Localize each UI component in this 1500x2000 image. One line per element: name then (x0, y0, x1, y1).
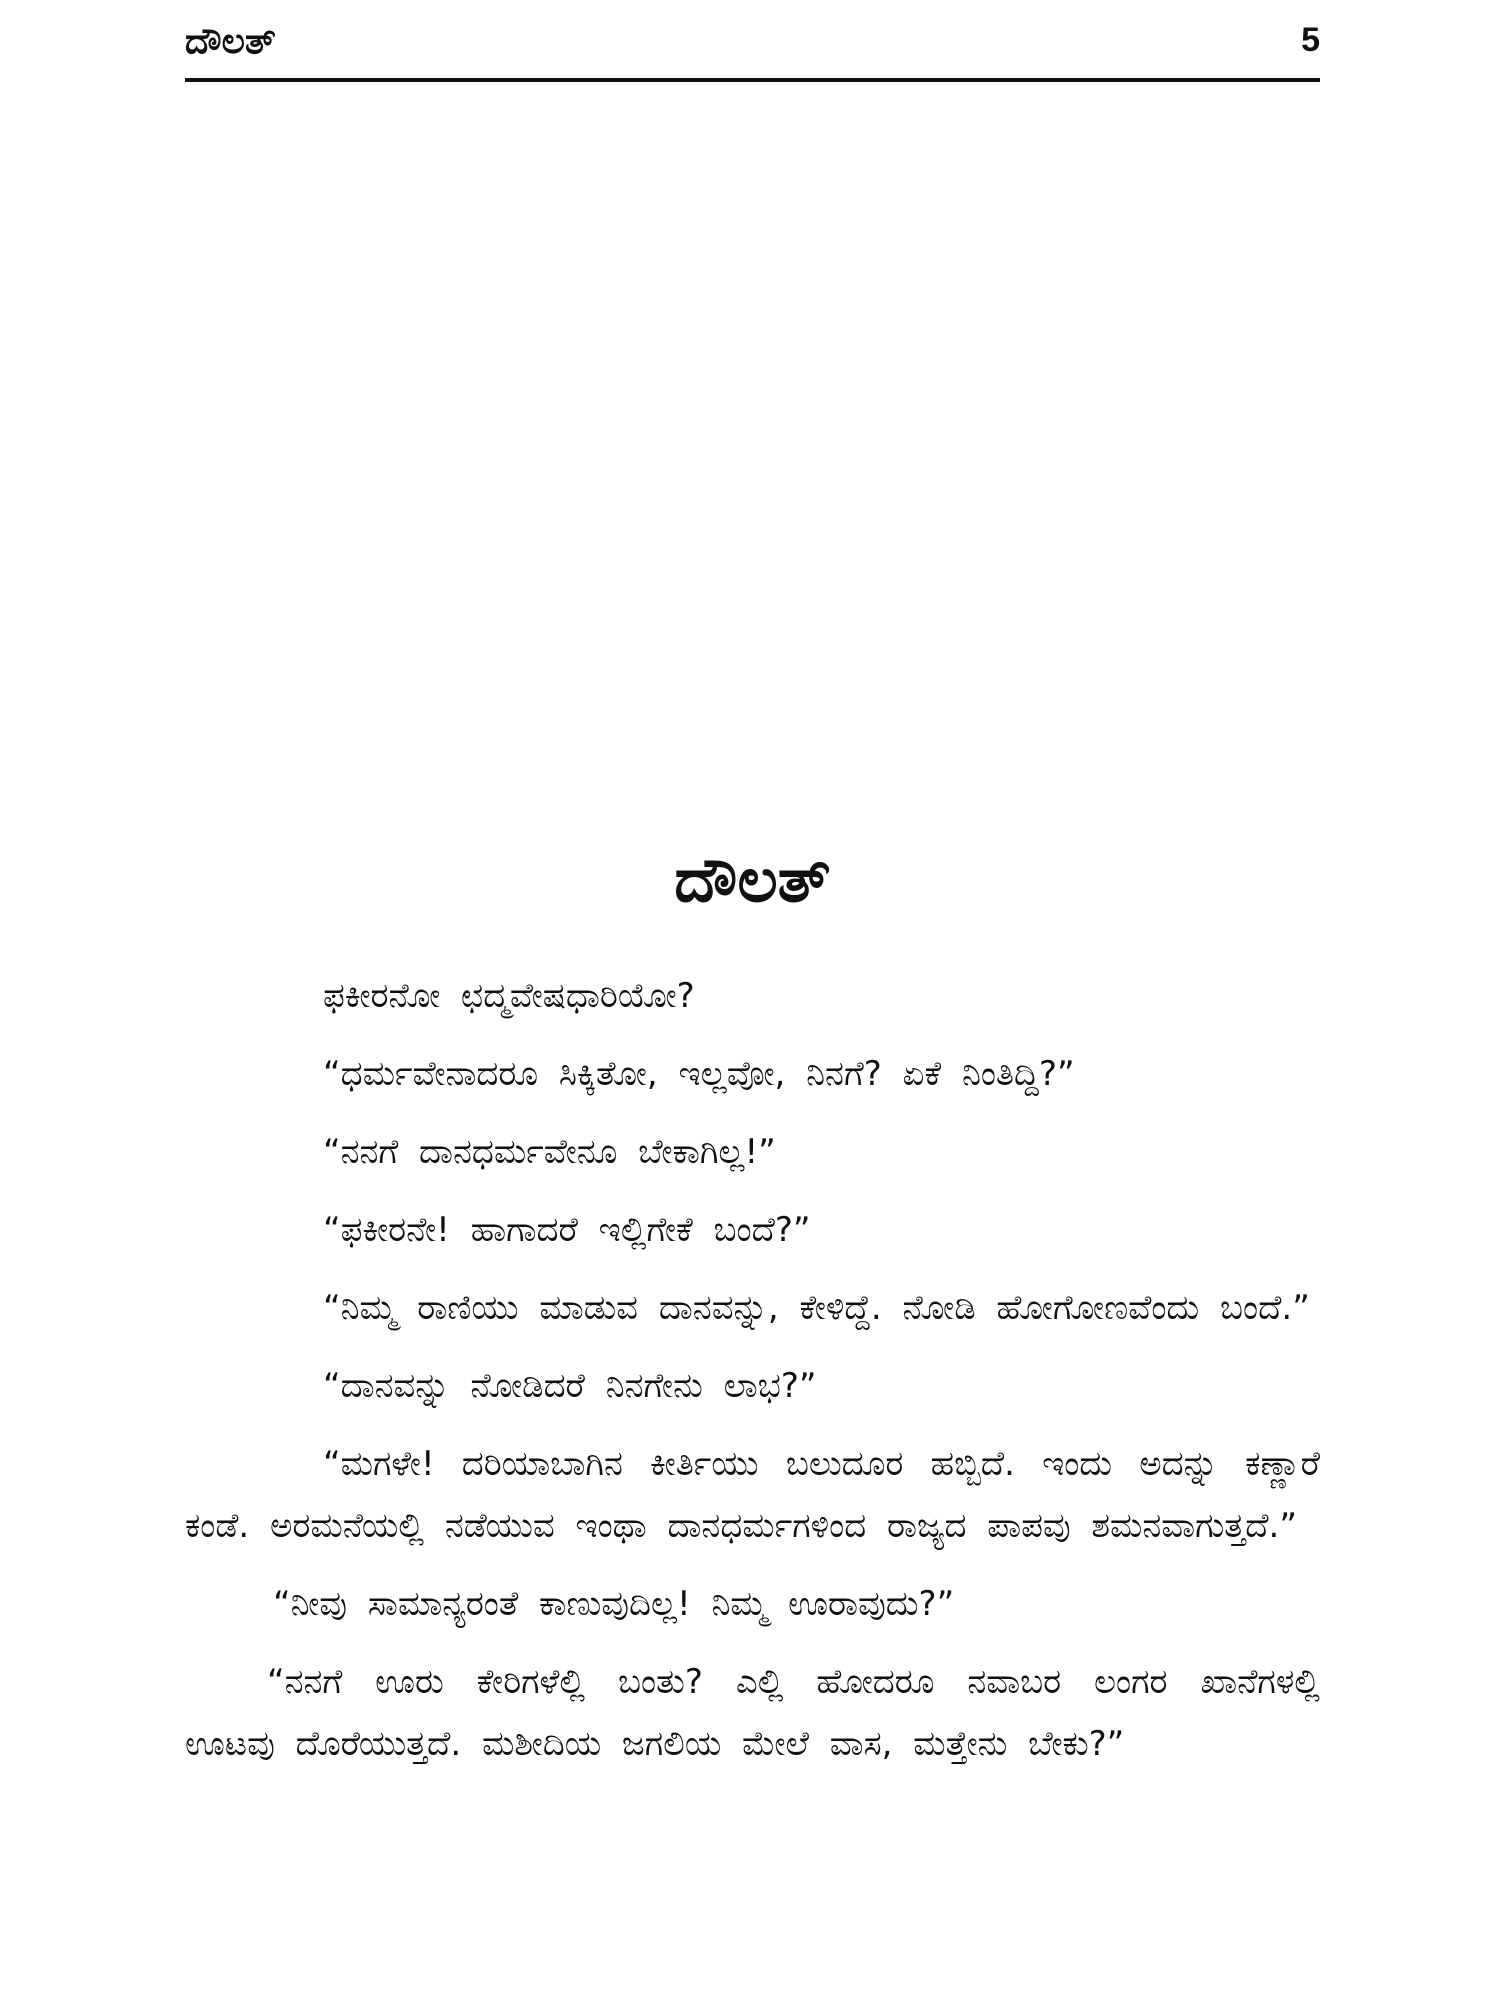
paragraph: “ಧರ್ಮವೇನಾದರೂ ಸಿಕ್ಕಿತೋ, ಇಲ್ಲವೋ, ನಿನಗೆ? ಏಕೆ ನಿಂತಿದ್ದಿ?” (323, 1054, 1075, 1094)
paragraph: “ದಾನವನ್ನು ನೋಡಿದರೆ ನಿನಗೇನು ಲಾಭ?” (323, 1366, 817, 1406)
page-number: 5 (1301, 21, 1320, 59)
chapter-body (185, 965, 1320, 1791)
running-title: ದೌಲತ್ (185, 21, 276, 62)
paragraph: “ನೀವು ಸಾಮಾನ್ಯರಂತೆ ಕಾಣುವುದಿಲ್ಲ! ನಿಮ್ಮ ಊರಾವುದು?” (273, 1584, 955, 1624)
running-header (185, 10, 1320, 76)
header-divider (185, 78, 1320, 82)
paragraph: “ನನಗೆ ಊರು ಕೇರಿಗಳೆಲ್ಲಿ ಬಂತು? ಎಲ್ಲಿ ಹೋದರೂ ನವಾಬರ ಲಂಗರ ಖಾನೆಗಳಲ್ಲಿ ಊಟವು ದೊರೆಯುತ್ತದೆ. ಮಶೀದಿಯ ಜಗಲಿಯ ಮೇಲೆ ವಾಸ, ಮತ್ತೇನು ಬೇಕು?” (185, 1662, 1320, 1764)
paragraph: “ಫಕೀರನೇ! ಹಾಗಾದರೆ ಇಲ್ಲಿಗೇಕೆ ಬಂದೆ?” (323, 1210, 811, 1250)
paragraph: “ನನಗೆ ದಾನಧರ್ಮವೇನೂ ಬೇಕಾಗಿಲ್ಲ!” (323, 1132, 776, 1172)
paragraph: “ಮಗಳೇ! ದರಿಯಾಬಾಗಿನ ಕೀರ್ತಿಯು ಬಲುದೂರ ಹಬ್ಬಿದೆ. ಇಂದು ಅದನ್ನು ಕಣ್ಣಾರೆ ಕಂಡೆ. ಅರಮನೆಯಲ್ಲಿ ನಡೆಯುವ ಇಂಥಾ ದಾನಧರ್ಮಗಳಿಂದ ರಾಜ್ಯದ ಪಾಪವು ಶಮನವಾಗುತ್ತದೆ.” (185, 1444, 1320, 1546)
paragraph: ಫಕೀರನೋ ಛದ್ಮವೇಷಧಾರಿಯೋ? (323, 976, 695, 1016)
paragraph: “ನಿಮ್ಮ ರಾಣಿಯು ಮಾಡುವ ದಾನವನ್ನು, ಕೇಳಿದ್ದೆ. ನೋಡಿ ಹೋಗೋಣವೆಂದು ಬಂದೆ.” (323, 1288, 1310, 1328)
chapter-title: ದೌಲತ್ (674, 843, 831, 916)
